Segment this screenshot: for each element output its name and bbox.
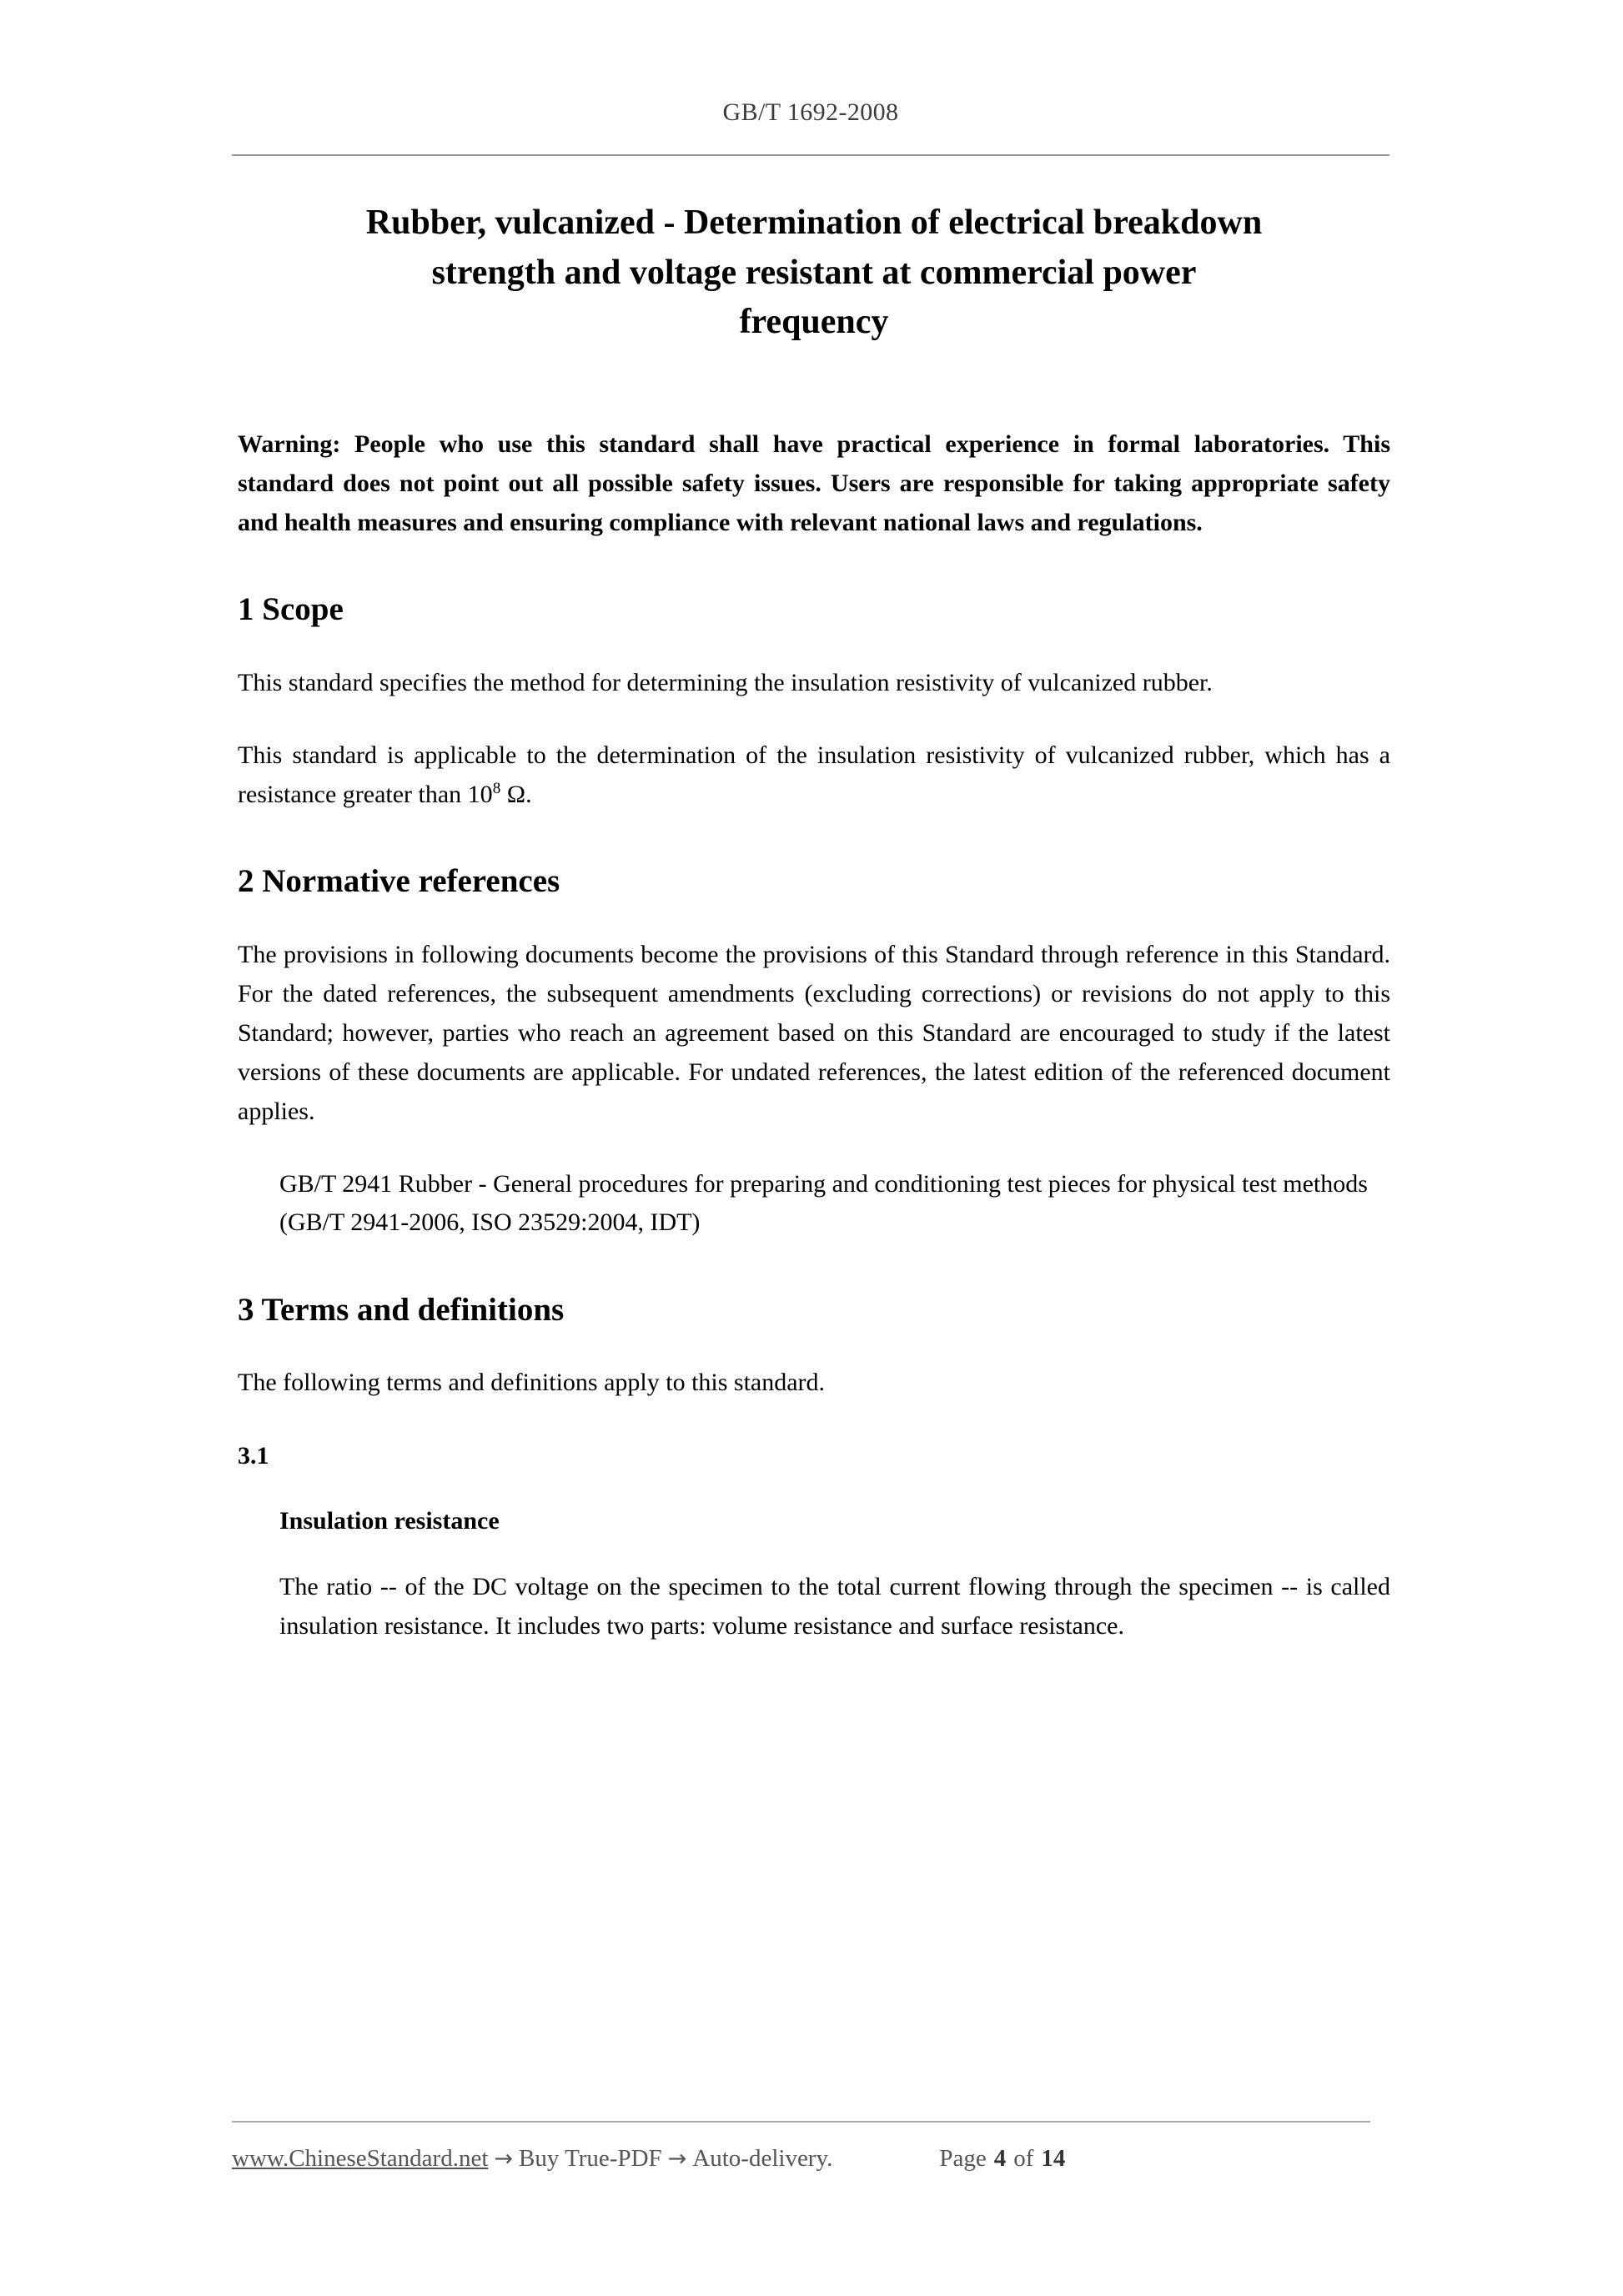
page-number-current: 4 [993,2145,1007,2172]
term-name: Insulation resistance [279,1507,500,1535]
section-heading-normative-references: 2 Normative references [238,863,560,900]
page-title-line-3: frequency [739,303,889,342]
scope-paragraph-1: This standard specifies the method for determining the insulation resistivity of vulcanized rubber. [238,668,1213,696]
scope-paragraph-2-text-before: This standard is applicable to the determination of the insulation resistivity of vulcanized rubber, which has a resistance greater than 10 [238,741,1390,809]
page-footer [232,2145,1389,2173]
normative-reference-item: GB/T 2941 Rubber - General procedures for preparing and conditioning test pieces for physical test methods (GB/T 2941-2006, ISO 23529:2004, IDT) [279,1169,1368,1236]
page-label: Page [939,2145,987,2172]
page-of-label: of [1013,2145,1034,2172]
warning-paragraph: Warning: People who use this standard shall have practical experience in formal laboratories. This standard does not point out all possible safety issues. Users are responsible for taking appropriate safety and health measures and ensuring compliance with relevant national laws and regulations. [238,430,1390,537]
normative-references-paragraph: The provisions in following documents become the provisions of this Standard through reference in this Standard. For the dated references, the subsequent amendments (excluding corrections) or revisions do not apply to this Standard; however, parties who reach an agreement based on this Standard are encouraged to study if the latest versions of these documents are applicable. For undated references, the latest edition of the referenced document applies. [238,941,1390,1126]
page-title-line-2: strength and voltage resistant at commercial power [431,253,1197,292]
section-heading-scope: 1 Scope [238,591,344,628]
page-title-line-1: Rubber, vulcanized - Determination of electrical breakdown [365,203,1263,242]
section-heading-terms-and-definitions: 3 Terms and definitions [238,1291,565,1328]
scope-paragraph-2 [238,736,1390,814]
page-content [238,198,1390,1646]
page-title [238,198,1390,348]
page-number-total: 14 [1041,2145,1066,2172]
scope-paragraph-2-text-after: Ω. [500,781,532,809]
term-definition: The ratio -- of the DC voltage on the specimen to the total current flowing through the specimen -- is called insulation resistance. It includes two parts: volume resistance and surface resistance. [279,1573,1390,1640]
footer-action-delivery: Auto-delivery. [692,2145,833,2172]
running-header [232,98,1389,127]
footer-website-link[interactable]: www.ChineseStandard.net [232,2145,489,2172]
footer-divider [232,2121,1370,2123]
footer-promo [232,2145,832,2173]
header-divider [232,154,1389,156]
arrow-right-icon-2: → [667,2146,687,2172]
scope-exponent: 8 [492,780,501,798]
standard-number: GB/T 1692-2008 [722,98,899,126]
page-indicator [939,2145,1065,2173]
term-number: 3.1 [238,1442,269,1470]
arrow-right-icon-1: → [494,2146,514,2172]
terms-intro-paragraph: The following terms and definitions apply to this standard. [238,1369,826,1397]
footer-action-buy: Buy True-PDF [519,2145,662,2172]
